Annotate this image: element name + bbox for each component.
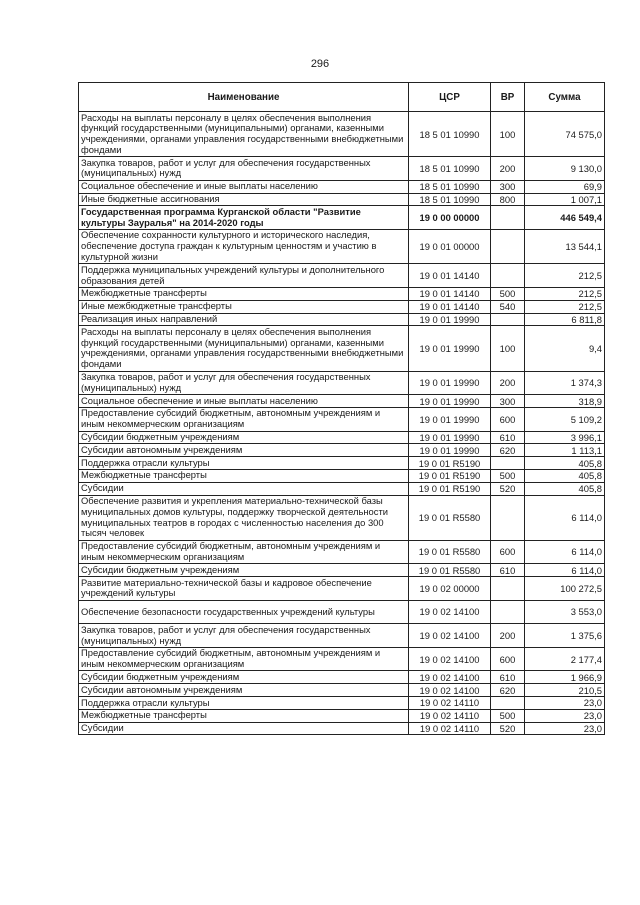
row-vr-cell: 200	[491, 157, 525, 181]
row-sum-cell: 9,4	[525, 326, 605, 371]
row-csr-cell: 19 0 00 00000	[409, 206, 491, 230]
row-sum-cell: 212,5	[525, 264, 605, 288]
row-name-cell: Обеспечение безопасности государственных учреждений культуры	[79, 600, 409, 624]
row-vr-cell: 500	[491, 709, 525, 722]
row-vr-cell	[491, 600, 525, 624]
row-vr-cell: 500	[491, 287, 525, 300]
table-row	[79, 482, 605, 495]
row-csr-cell: 19 0 01 19990	[409, 431, 491, 444]
row-csr-cell: 19 0 02 14100	[409, 624, 491, 648]
row-sum-cell: 6 811,8	[525, 313, 605, 326]
row-sum-cell: 210,5	[525, 684, 605, 697]
table-row	[79, 600, 605, 624]
page-number: 296	[310, 58, 330, 70]
table-row	[79, 647, 605, 671]
row-name-cell: Субсидии	[79, 482, 409, 495]
row-name-cell: Субсидии автономным учреждениям	[79, 684, 409, 697]
table-row	[79, 722, 605, 735]
row-sum-cell: 5 109,2	[525, 407, 605, 431]
table-row	[79, 431, 605, 444]
row-sum-cell: 74 575,0	[525, 112, 605, 157]
row-name-cell: Поддержка отрасли культуры	[79, 697, 409, 710]
row-name-cell: Иные межбюджетные трансферты	[79, 300, 409, 313]
row-sum-cell: 212,5	[525, 287, 605, 300]
table-row	[79, 697, 605, 710]
table-row	[79, 157, 605, 181]
row-vr-cell: 610	[491, 671, 525, 684]
row-csr-cell: 19 0 01 19990	[409, 371, 491, 395]
row-sum-cell: 69,9	[525, 180, 605, 193]
row-csr-cell: 19 0 01 19990	[409, 444, 491, 457]
row-csr-cell: 19 0 02 14100	[409, 671, 491, 684]
row-sum-cell: 1 007,1	[525, 193, 605, 206]
row-name-cell: Субсидии	[79, 722, 409, 735]
row-name-cell: Обеспечение сохранности культурного и исторического наследия, обеспечение доступа граждан к культурным ценностям и участию в культурной жизни	[79, 229, 409, 263]
row-csr-cell: 19 0 01 19990	[409, 407, 491, 431]
row-vr-cell: 300	[491, 395, 525, 408]
row-name-cell: Субсидии бюджетным учреждениям	[79, 564, 409, 577]
row-name-cell: Поддержка отрасли культуры	[79, 457, 409, 470]
row-sum-cell: 2 177,4	[525, 647, 605, 671]
row-csr-cell: 19 0 02 14110	[409, 722, 491, 735]
table-row	[79, 564, 605, 577]
table-row	[79, 264, 605, 288]
row-vr-cell: 520	[491, 482, 525, 495]
row-vr-cell: 610	[491, 564, 525, 577]
row-csr-cell: 19 0 02 14100	[409, 647, 491, 671]
row-sum-cell: 23,0	[525, 722, 605, 735]
row-vr-cell	[491, 229, 525, 263]
row-name-cell: Межбюджетные трансферты	[79, 287, 409, 300]
row-sum-cell: 212,5	[525, 300, 605, 313]
row-vr-cell: 200	[491, 371, 525, 395]
row-sum-cell: 100 272,5	[525, 577, 605, 601]
row-csr-cell: 19 0 01 00000	[409, 229, 491, 263]
row-name-cell: Государственная программа Курганской области "Развитие культуры Зауралья" на 2014-2020 годы	[79, 206, 409, 230]
row-csr-cell: 19 0 01 14140	[409, 300, 491, 313]
row-vr-cell	[491, 495, 525, 540]
table-row	[79, 407, 605, 431]
row-csr-cell: 19 0 01 R5190	[409, 457, 491, 470]
row-vr-cell	[491, 313, 525, 326]
header-vr: ВР	[491, 83, 525, 112]
row-sum-cell: 6 114,0	[525, 540, 605, 564]
row-csr-cell: 18 5 01 10990	[409, 193, 491, 206]
row-sum-cell: 23,0	[525, 697, 605, 710]
row-vr-cell: 600	[491, 407, 525, 431]
table-row	[79, 326, 605, 371]
row-name-cell: Межбюджетные трансферты	[79, 709, 409, 722]
row-vr-cell	[491, 697, 525, 710]
table-row	[79, 395, 605, 408]
row-name-cell: Закупка товаров, работ и услуг для обеспечения государственных (муниципальных) нужд	[79, 157, 409, 181]
row-name-cell: Субсидии бюджетным учреждениям	[79, 671, 409, 684]
row-csr-cell: 19 0 01 R5580	[409, 540, 491, 564]
row-csr-cell: 19 0 01 19990	[409, 395, 491, 408]
table-row	[79, 371, 605, 395]
table-row	[79, 180, 605, 193]
row-name-cell: Закупка товаров, работ и услуг для обеспечения государственных (муниципальных) нужд	[79, 371, 409, 395]
row-vr-cell	[491, 577, 525, 601]
table-row	[79, 444, 605, 457]
row-sum-cell: 1 966,9	[525, 671, 605, 684]
table-row	[79, 671, 605, 684]
row-csr-cell: 18 5 01 10990	[409, 157, 491, 181]
table-row	[79, 300, 605, 313]
row-vr-cell: 620	[491, 444, 525, 457]
row-sum-cell: 446 549,4	[525, 206, 605, 230]
row-name-cell: Предоставление субсидий бюджетным, автономным учреждениям и иным некоммерческим организациям	[79, 540, 409, 564]
row-csr-cell: 19 0 02 14100	[409, 684, 491, 697]
row-sum-cell: 3 553,0	[525, 600, 605, 624]
header-sum: Сумма	[525, 83, 605, 112]
table-row	[79, 495, 605, 540]
row-csr-cell: 19 0 01 14140	[409, 287, 491, 300]
row-name-cell: Обеспечение развития и укрепления материально-технической базы муниципальных домов культуры, поддержку творческой деятельности муниципальных театров в городах с численностью населения до 300 тысяч человек	[79, 495, 409, 540]
row-vr-cell: 300	[491, 180, 525, 193]
budget-table	[78, 82, 605, 735]
row-vr-cell: 610	[491, 431, 525, 444]
header-name: Наименование	[79, 83, 409, 112]
row-vr-cell: 100	[491, 112, 525, 157]
table-row	[79, 684, 605, 697]
row-csr-cell: 19 0 02 14110	[409, 709, 491, 722]
row-vr-cell: 600	[491, 540, 525, 564]
row-vr-cell: 620	[491, 684, 525, 697]
row-vr-cell: 200	[491, 624, 525, 648]
row-sum-cell: 405,8	[525, 482, 605, 495]
row-csr-cell: 18 5 01 10990	[409, 112, 491, 157]
row-name-cell: Иные бюджетные ассигнования	[79, 193, 409, 206]
row-sum-cell: 318,9	[525, 395, 605, 408]
row-vr-cell	[491, 264, 525, 288]
row-sum-cell: 6 114,0	[525, 564, 605, 577]
row-csr-cell: 19 0 01 R5190	[409, 482, 491, 495]
row-name-cell: Реализация иных направлений	[79, 313, 409, 326]
row-csr-cell: 19 0 02 14110	[409, 697, 491, 710]
row-csr-cell: 19 0 01 14140	[409, 264, 491, 288]
row-sum-cell: 3 996,1	[525, 431, 605, 444]
row-sum-cell: 13 544,1	[525, 229, 605, 263]
row-vr-cell	[491, 457, 525, 470]
row-name-cell: Субсидии автономным учреждениям	[79, 444, 409, 457]
row-sum-cell: 1 113,1	[525, 444, 605, 457]
table-body	[79, 112, 605, 735]
table-header-row	[79, 83, 605, 112]
row-sum-cell: 1 374,3	[525, 371, 605, 395]
row-name-cell: Развитие материально-технической базы и кадровое обеспечение учреждений культуры	[79, 577, 409, 601]
row-name-cell: Расходы на выплаты персоналу в целях обеспечения выполнения функций государственными (муниципальными) органами, казенными учреждениями, органами управления государственными внебюджетными фондами	[79, 326, 409, 371]
header-csr: ЦСР	[409, 83, 491, 112]
row-sum-cell: 405,8	[525, 457, 605, 470]
row-csr-cell: 19 0 01 R5580	[409, 564, 491, 577]
row-vr-cell: 500	[491, 469, 525, 482]
table-row	[79, 313, 605, 326]
row-name-cell: Закупка товаров, работ и услуг для обеспечения государственных (муниципальных) нужд	[79, 624, 409, 648]
row-sum-cell: 9 130,0	[525, 157, 605, 181]
row-name-cell: Предоставление субсидий бюджетным, автономным учреждениям и иным некоммерческим организациям	[79, 407, 409, 431]
row-csr-cell: 19 0 01 R5190	[409, 469, 491, 482]
table-row	[79, 193, 605, 206]
row-vr-cell: 100	[491, 326, 525, 371]
row-vr-cell: 520	[491, 722, 525, 735]
row-csr-cell: 19 0 02 14100	[409, 600, 491, 624]
table-row	[79, 229, 605, 263]
row-csr-cell: 19 0 01 19990	[409, 313, 491, 326]
row-name-cell: Социальное обеспечение и иные выплаты населению	[79, 395, 409, 408]
row-csr-cell: 19 0 02 00000	[409, 577, 491, 601]
row-sum-cell: 6 114,0	[525, 495, 605, 540]
row-csr-cell: 19 0 01 R5580	[409, 495, 491, 540]
row-vr-cell	[491, 206, 525, 230]
row-sum-cell: 405,8	[525, 469, 605, 482]
row-name-cell: Поддержка муниципальных учреждений культуры и дополнительного образования детей	[79, 264, 409, 288]
table-row	[79, 540, 605, 564]
table-row	[79, 206, 605, 230]
table-row	[79, 469, 605, 482]
row-sum-cell: 1 375,6	[525, 624, 605, 648]
row-name-cell: Субсидии бюджетным учреждениям	[79, 431, 409, 444]
row-vr-cell: 800	[491, 193, 525, 206]
row-sum-cell: 23,0	[525, 709, 605, 722]
table-row	[79, 287, 605, 300]
row-name-cell: Расходы на выплаты персоналу в целях обеспечения выполнения функций государственными (муниципальными) органами, казенными учреждениями, органами управления государственными внебюджетными фондами	[79, 112, 409, 157]
row-csr-cell: 19 0 01 19990	[409, 326, 491, 371]
row-vr-cell: 600	[491, 647, 525, 671]
row-name-cell: Межбюджетные трансферты	[79, 469, 409, 482]
table-row	[79, 457, 605, 470]
row-vr-cell: 540	[491, 300, 525, 313]
row-name-cell: Предоставление субсидий бюджетным, автономным учреждениям и иным некоммерческим организациям	[79, 647, 409, 671]
table-row	[79, 577, 605, 601]
table-row	[79, 112, 605, 157]
row-name-cell: Социальное обеспечение и иные выплаты населению	[79, 180, 409, 193]
table-row	[79, 624, 605, 648]
table-row	[79, 709, 605, 722]
row-csr-cell: 18 5 01 10990	[409, 180, 491, 193]
